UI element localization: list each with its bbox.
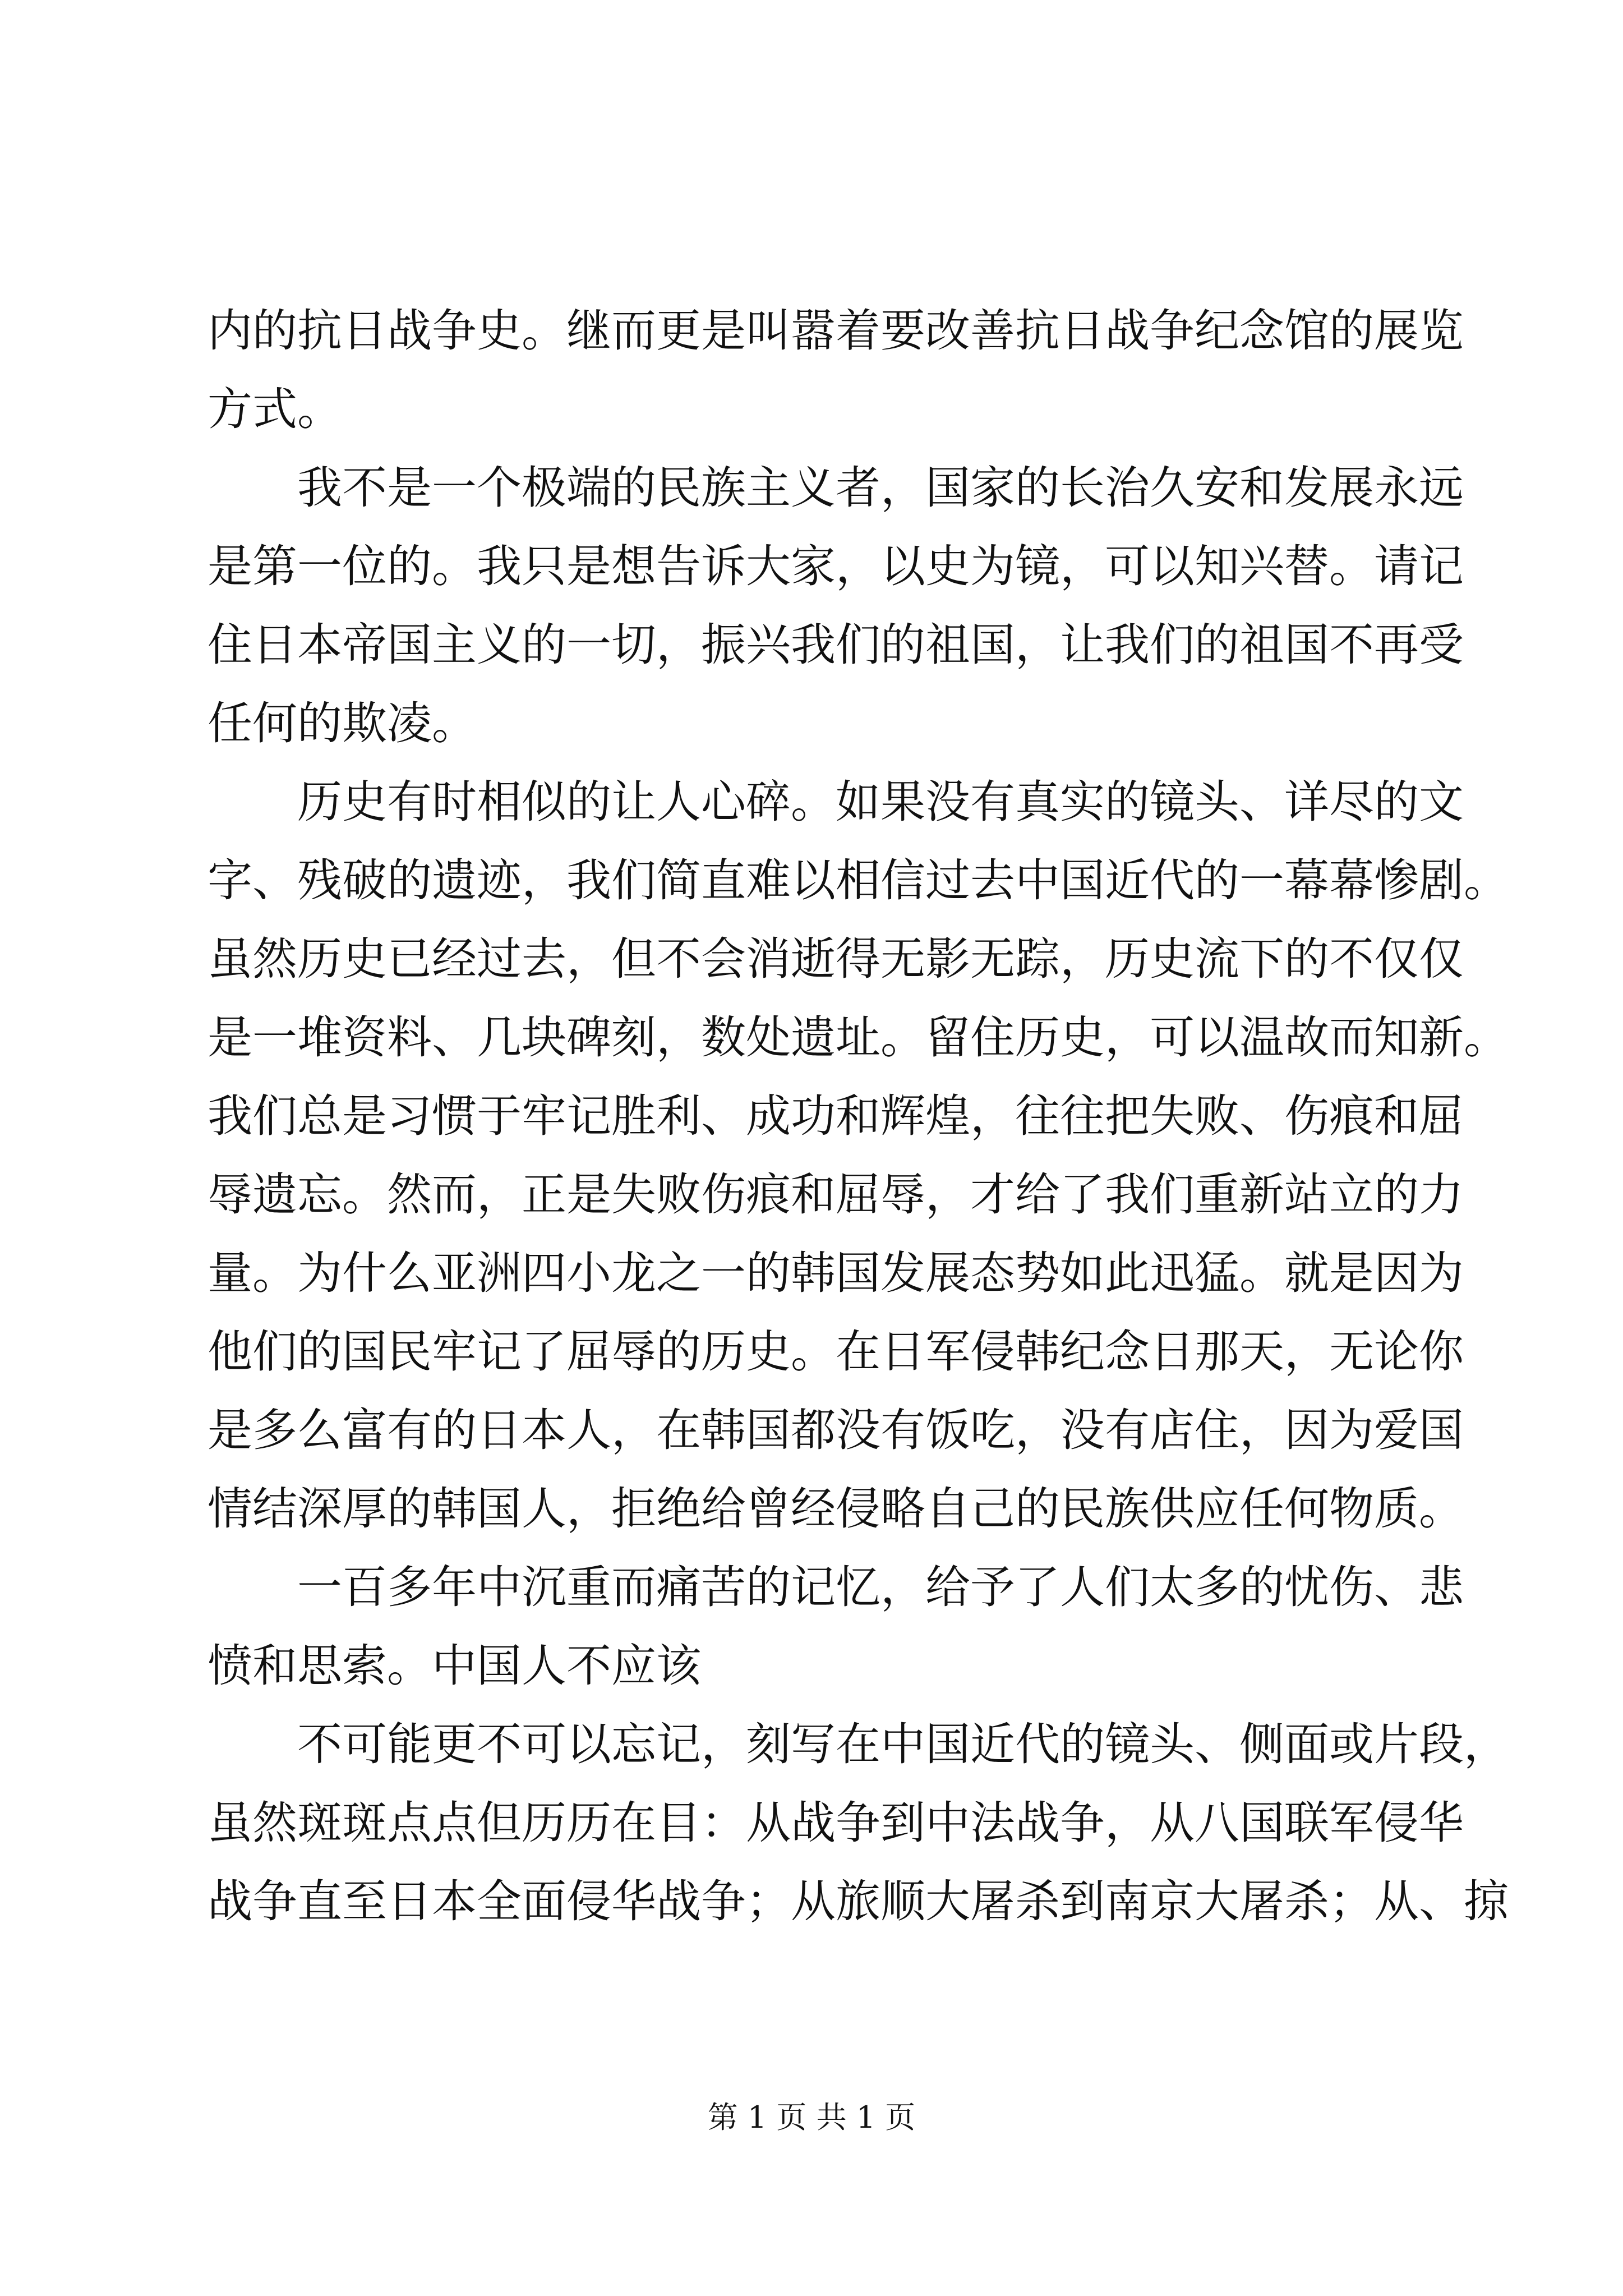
text-line: 是第一位的。我只是想告诉大家，以史为镜，可以知兴替。请记	[208, 540, 1464, 592]
text-line: 我们总是习惯于牢记胜利、成功和辉煌，往往把失败、伤痕和屈	[208, 1090, 1464, 1142]
text-line: 是一堆资料、几块碑刻，数处遗址。留住历史，可以温故而知新。	[208, 1011, 1509, 1064]
text-line: 量。为什么亚洲四小龙之一的韩国发展态势如此迅猛。就是因为	[208, 1247, 1464, 1299]
text-line: 字、残破的遗迹，我们简直难以相信过去中国近代的一幕幕惨剧。	[208, 854, 1509, 907]
page-footer: 第 1 页 共 1 页	[707, 2100, 916, 2135]
text-line: 住日本帝国主义的一切，振兴我们的祖国，让我们的祖国不再受	[208, 619, 1464, 671]
text-line: 内的抗日战争史。继而更是叫嚣着要改善抗日战争纪念馆的展览	[208, 305, 1464, 357]
text-line: 情结深厚的韩国人，拒绝给曾经侵略自己的民族供应任何物质。	[208, 1483, 1464, 1535]
text-line: 一百多年中沉重而痛苦的记忆，给予了人们太多的忧伤、悲	[297, 1561, 1464, 1613]
text-line: 虽然斑斑点点但历历在目：从战争到中法战争，从八国联军侵华	[208, 1797, 1464, 1849]
text-line: 辱遗忘。然而，正是失败伤痕和屈辱，才给了我们重新站立的力	[208, 1168, 1464, 1221]
text-line: 他们的国民牢记了屈辱的历史。在日军侵韩纪念日那天，无论你	[208, 1326, 1464, 1378]
text-line: 虽然历史已经过去，但不会消逝得无影无踪，历史流下的不仅仅	[208, 933, 1464, 985]
text-line: 是多么富有的日本人，在韩国都没有饭吃，没有店住，因为爱国	[208, 1404, 1464, 1456]
text-line: 愤和思索。中国人不应该	[208, 1640, 701, 1692]
text-line: 我不是一个极端的民族主义者，国家的长治久安和发展永远	[297, 462, 1464, 514]
text-line: 方式。	[208, 383, 342, 435]
text-line: 战争直至日本全面侵华战争；从旅顺大屠杀到南京大屠杀；从、掠	[208, 1875, 1509, 1927]
document-body	[208, 292, 1509, 1941]
text-line: 历史有时相似的让人心碎。如果没有真实的镜头、详尽的文	[297, 776, 1464, 828]
text-line: 不可能更不可以忘记，刻写在中国近代的镜头、侧面或片段，	[297, 1718, 1509, 1770]
text-line: 任何的欺凌。	[208, 697, 477, 749]
